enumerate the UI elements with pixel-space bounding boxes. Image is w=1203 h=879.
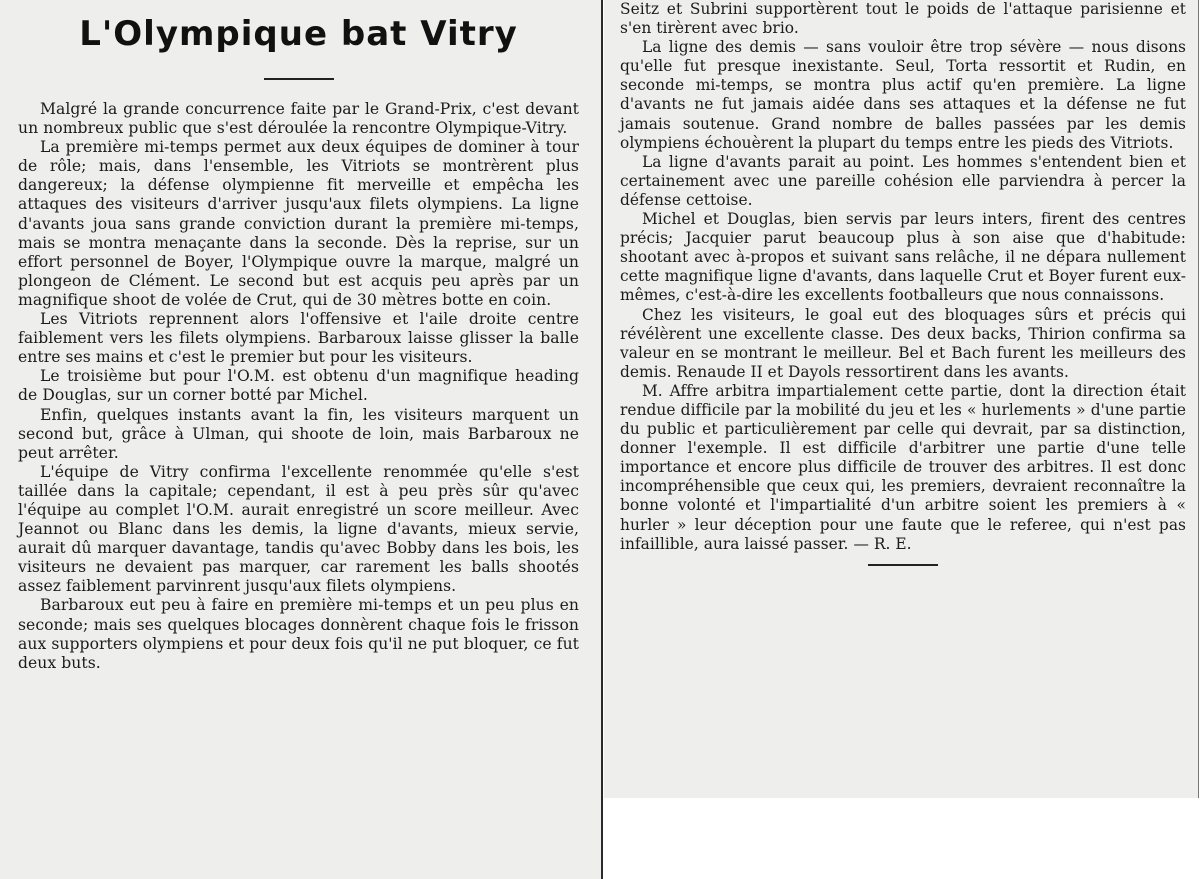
paragraph-defense-continuation: Seitz et Subrini supportèrent tout le poids de l'attaque parisienne et s'en tirèrent avec brio. — [620, 0, 1186, 38]
paragraph-referee — [620, 382, 1186, 554]
referee-text: M. Affre arbitra impartialement cette partie, dont la direction était rendue difficile par la mobilité du jeu et les « hurlements » d'une partie du public et particulièrement par celle qui devrait, par sa distinction, donner l'exemple. Il est difficile d'arbitrer une partie d'une telle importance et encore plus difficile de trouver des arbitres. Il est donc incompréhensible que ceux qui, les premiers, devraient reconnaître la bonne volonté et l'impartialité d'un arbitre soient les premiers à « hurler » leur déception pour une faute que le referee, qui n'est pas infaillible, aura laissé passer. — [620, 381, 1186, 553]
right-column — [604, 0, 1199, 798]
paragraph-vitry-goal: Les Vitriots reprennent alors l'offensive et l'aile droite centre faiblement vers les filets olympiens. Barbaroux laisse glisser la balle entre ses mains et c'est le premier but pour les visiteurs. — [18, 310, 579, 367]
paragraph-forward-line: La ligne d'avants parait au point. Les hommes s'entendent bien et certainement avec une pareille cohésion elle parviendra à percer la défense cettoise. — [620, 152, 1186, 209]
article-title: L'Olympique bat Vitry — [79, 14, 518, 54]
paragraph-third-goal: Le troisième but pour l'O.M. est obtenu d'un magnifique heading de Douglas, sur un corner botté par Michel. — [18, 367, 579, 405]
paragraph-visitors: Chez les visiteurs, le goal eut des bloquages sûrs et précis qui révélèrent une excellente classe. Des deux backs, Thirion confirma sa valeur en se montrant le meilleur. Bel et Bach furent les meilleurs des demis. Renaude II et Dayols ressortirent dans les avants. — [620, 305, 1186, 381]
paragraph-final-goal: Enfin, quelques instants avant la fin, les visiteurs marquent un second but, grâce à Ulman, qui shoote de loin, mais Barbaroux ne peut arrêter. — [18, 405, 579, 462]
paragraph-vitry-team: L'équipe de Vitry confirma l'excellente renommée qu'elle s'est taillée dans la capitale; cependant, il est à peu près sûr qu'avec l'équipe au complet l'O.M. aurait enregistré un score meilleur. Avec Jeannot ou Blanc dans les demis, la ligne d'avants, mieux servie, aurait dû marquer davantage, tandis qu'avec Bobby dans les bois, les visiteurs ne devaient pas marquer, car rarement les balls shootés assez faiblement parvinrent jusqu'aux filets olympiens. — [18, 462, 579, 596]
paragraph-first-half: La première mi-temps permet aux deux équipes de dominer à tour de rôle; mais, dans l'ensemble, les Vitriots se montrèrent plus dangereux; la défense olympienne fit merveille et empêcha les attaques des visiteurs d'arriver jusqu'aux filets olympiens. La ligne d'avants joua sans grande conviction durant la première mi-temps, mais se montra menaçante dans la seconde. Dès la reprise, sur un effort personnel de Boyer, l'Olympique ouvre la marque, malgré un plongeon de Clément. Le second but est acquis peu après par un magnifique shoot de volée de Crut, qui de 30 mètres botte en coin. — [18, 138, 579, 309]
author-signature: — R. E. — [853, 534, 912, 553]
paragraph-players: Michel et Douglas, bien servis par leurs inters, firent des centres précis; Jacquier parut beaucoup plus à son aise que d'habitude: shootant avec à-propos et suivant sans relâche, il ne dépara nullement cette magnifique ligne d'avants, dans laquelle Crut et Boyer furent eux-mêmes, c'est-à-dire les excellents footballeurs que nous connaissons. — [620, 210, 1186, 305]
paragraph-intro: Malgré la grande concurrence faite par le Grand-Prix, c'est devant un nombreux public que s'est déroulée la rencontre Olympique-Vitry. — [18, 100, 579, 138]
paragraph-barbaroux: Barbaroux eut peu à faire en première mi-temps et un peu plus en seconde; mais ses quelques blocages donnèrent chaque fois le frisson aux supporters olympiens et pour deux fois qu'il ne put bloquer, ce fut deux buts. — [18, 596, 579, 672]
title-divider — [264, 78, 334, 80]
paragraph-halfbacks: La ligne des demis — sans vouloir être trop sévère — nous disons qu'elle fut presque inexistante. Seul, Torta ressortit et Rudin, en seconde mi-temps, se montra plus actif qu'en première. La ligne d'avants ne fut jamais aidée dans ses attaques et la défense ne fut jamais soutenue. Grand nombre de balles passées par les demis olympiens échouèrent la plupart du temps entre les pieds des Vitriots. — [620, 38, 1186, 152]
end-divider — [868, 564, 938, 566]
